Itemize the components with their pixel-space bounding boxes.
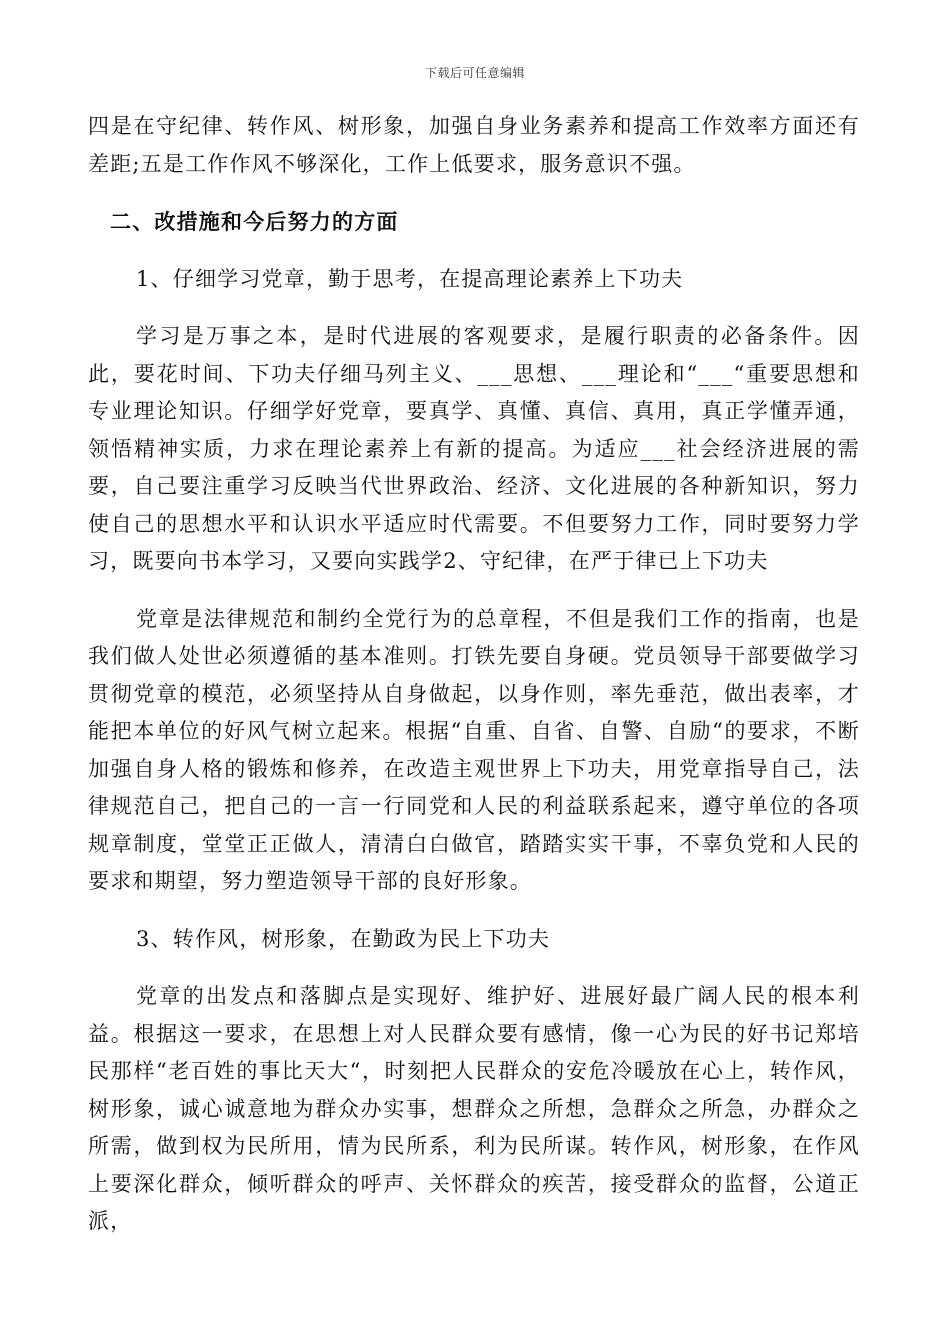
- page-header: 下载后可任意编辑: [424, 66, 525, 80]
- paragraph-style: 党章的出发点和落脚点是实现好、维护好、进展好最广阔人民的根本利益。根据这一要求，在思想上对人民群众要有感情，像一心为民的好书记郑培民那样“老百姓的事比天大“，时刻把人民群众的安危冷暖放在心上，转作风，树形象，诚心诚意地为群众办实事，想群众之所想，急群众之所急，办群众之所需，做到权为民所用，情为民所系，利为民所谋。转作风，树形象，在作风上要深化群众，倾听群众的呼声、关怀群众的疾苦，接受群众的监督，公道正派，: [88, 984, 860, 1233]
- document-body: [88, 108, 860, 1241]
- subsection-heading-3: 3、转作风，树形象，在勤政为民上下功夫: [136, 926, 551, 951]
- paragraph-study: 学习是万事之本，是时代进展的客观要求，是履行职责的必备条件。因此，要花时间、下功夫仔细马列主义、___思想、___理论和“___“重要思想和专业理论知识。仔细学好党章，要真学、真懂、真信、真用，真正学懂弄通，领悟精神实质，力求在理论素养上有新的提高。为适应___社会经济进展的需要，自己要注重学习反映当代世界政治、经济、文化进展的各种新知识，努力使自己的思想水平和认识水平适应时代需要。不但要努力工作，同时要努力学习，既要向书本学习，又要向实践学2、守纪律，在严于律已上下功夫: [88, 324, 860, 573]
- intro-paragraph: 四是在守纪律、转作风、树形象，加强自身业务素养和提高工作效率方面还有差距;五是工作作风不够深化，工作上低要求，服务意识不强。: [88, 114, 860, 176]
- subsection-heading-1: 1、仔细学习党章，勤于思考，在提高理论素养上下功夫: [136, 266, 684, 291]
- paragraph-discipline: 党章是法律规范和制约全党行为的总章程，不但是我们工作的指南，也是我们做人处世必须遵循的基本准则。打铁先要自身硬。党员领导干部要做学习贯彻党章的模范，必须坚持从自身做起，以身作则，率先垂范，做出表率，才能把本单位的好风气树立起来。根据“自重、自省、自警、自励“的要求，不断加强自身人格的锻炼和修养，在改造主观世界上下功夫，用党章指导自己，法律规范自己，把自己的一言一行同党和人民的利益联系起来，遵守单位的各项规章制度，堂堂正正做人，清清白白做官，踏踏实实干事，不辜负党和人民的要求和期望，努力塑造领导干部的良好形象。: [88, 606, 860, 893]
- section-heading: 二、改措施和今后努力的方面: [110, 209, 399, 234]
